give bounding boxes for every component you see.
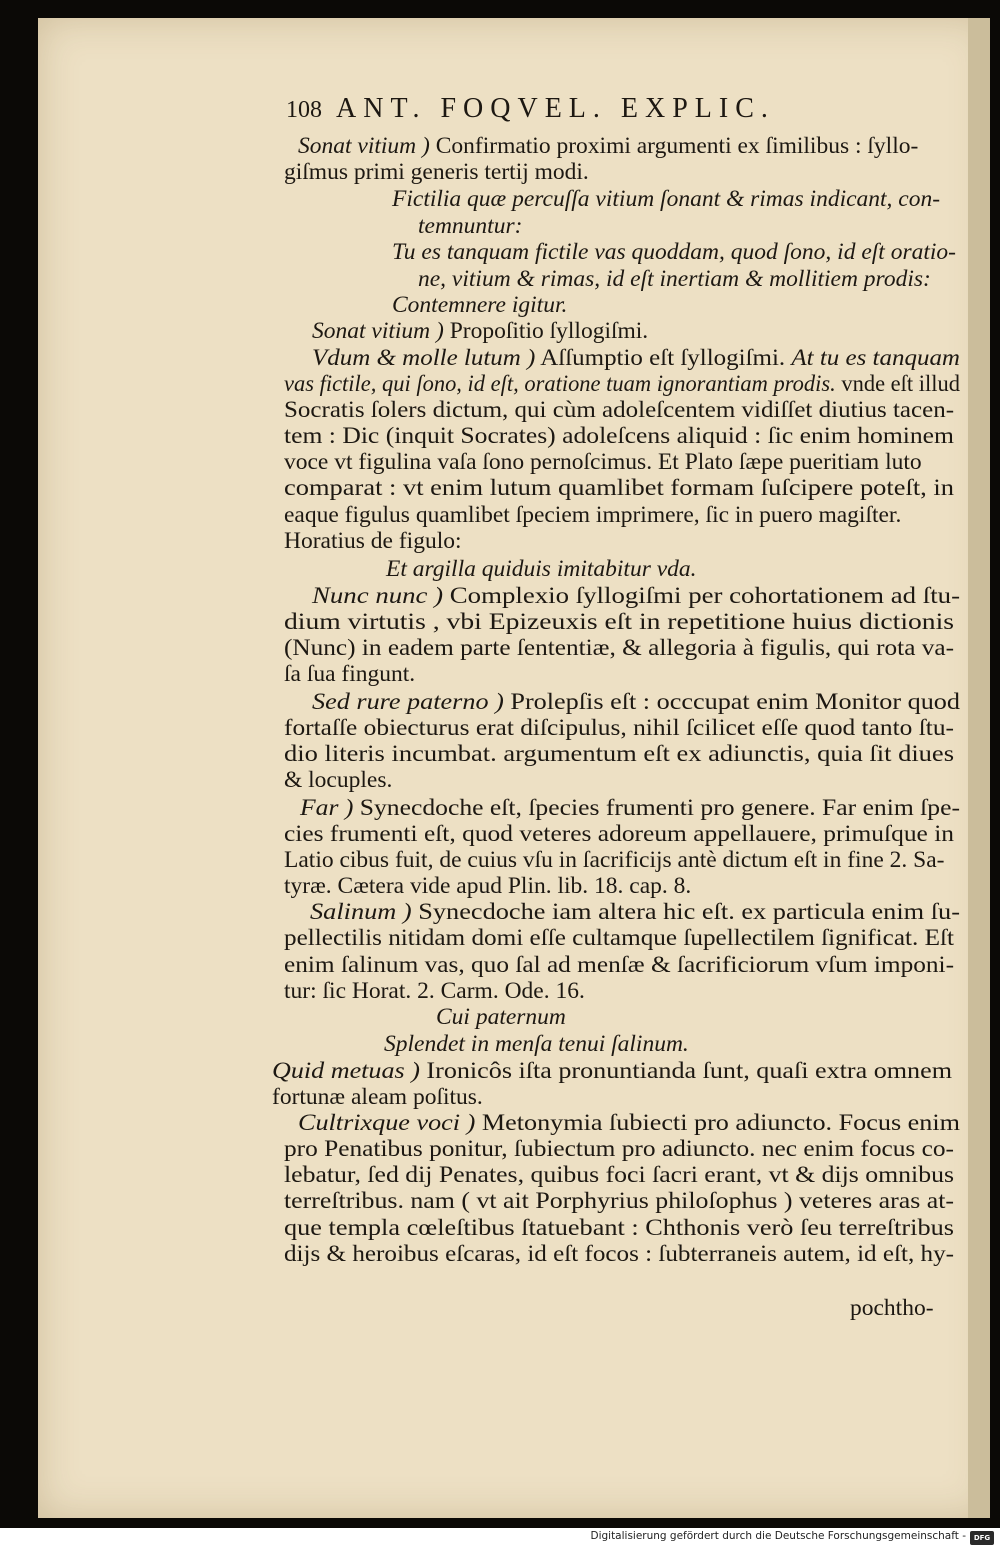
text-line — [310, 899, 960, 925]
dfg-logo-icon: DFG — [970, 1531, 994, 1545]
line-text: eaque figulus quamlibet ſpeciem imprimere, ſic in puero magiſter. — [284, 502, 902, 528]
line-text: Socratis ſolers dictum, qui cùm adoleſcentem vidiſſet diutius tacen- — [284, 397, 955, 423]
lemma: Far ) — [300, 795, 354, 821]
line-text: tyræ. Cætera vide apud Plin. lib. 18. cap. 8. — [284, 873, 692, 899]
text-line — [284, 1241, 954, 1267]
text-line — [284, 159, 589, 185]
text-line — [272, 1084, 483, 1110]
running-title: ANT. FOQVEL. EXPLIC. — [336, 93, 775, 124]
line-text: pro Penatibus ponitur, ſubiectum pro adiuncto. nec enim focus co- — [284, 1136, 955, 1162]
lemma: Et argilla quiduis imitabitur vda. — [386, 556, 697, 582]
line-text: giſmus primi generis tertij modi. — [284, 159, 589, 185]
line-text: Metonymia ſubiecti pro adiuncto. Focus enim — [475, 1110, 960, 1136]
text-line — [284, 741, 954, 767]
text-line — [284, 661, 415, 687]
text-line — [284, 449, 922, 475]
line-text: ſa ſua fingunt. — [284, 661, 416, 687]
line-text: & locuples. — [284, 767, 393, 793]
lemma: Fictilia quæ percuſſa vitium ſonant & rimas indicant, con- — [392, 186, 941, 212]
text-line — [284, 1215, 954, 1241]
line-text: dium virtutis , vbi Epizeuxis eſt in repetitione huius dictionis — [284, 609, 955, 635]
text-line — [418, 213, 522, 239]
text-line — [312, 689, 960, 715]
lemma: temnuntur: — [418, 213, 523, 239]
footer-bar — [0, 1528, 1000, 1549]
text-line — [284, 528, 462, 554]
lemma: Cultrixque voci ) — [298, 1110, 476, 1136]
line-text: enim ſalinum vas, quo ſal ad menſæ & ſacrificiorum vſum imponi- — [284, 952, 955, 978]
line-text: fortunæ aleam poſitus. — [272, 1084, 483, 1110]
running-header — [286, 93, 775, 124]
text-line — [384, 1031, 689, 1057]
text-line — [312, 583, 960, 609]
line-text: Confirmatio proximi argumenti ex ſimilibus : ſyllo- — [429, 133, 919, 159]
text-line — [284, 1136, 954, 1162]
line-text: tem : Dic (inquit Socrates) adoleſcens aliquid : ſic enim hominem — [284, 423, 954, 449]
text-line — [312, 345, 960, 371]
lemma: At tu es tanquam — [791, 345, 960, 371]
page-edge — [968, 18, 990, 1518]
text-line — [272, 1058, 952, 1084]
text-line — [284, 715, 954, 741]
line-text: pellectilis nitidam domi eſſe cultamque ſupellectilem ſignificat. Eſt — [284, 925, 955, 951]
lemma: Nunc nunc ) — [312, 583, 444, 609]
text-line — [284, 767, 392, 793]
footer-credit: Digitalisierung gefördert durch die Deutsche Forschungsgemeinschaft - — [590, 1530, 966, 1542]
lemma: Quid metuas ) — [272, 1058, 420, 1084]
text-line — [284, 952, 954, 978]
line-text: comparat : vt enim lutum quamlibet formam ſuſcipere poteſt, in — [284, 475, 955, 501]
line-text: Synecdoche eſt, ſpecies frumenti pro genere. Far enim ſpe- — [353, 795, 961, 821]
line-text: voce vt figulina vaſa ſono pernoſcimus. Et Plato ſæpe pueritiam luto — [284, 449, 922, 475]
text-line — [284, 397, 954, 423]
text-line — [312, 318, 648, 344]
text-line — [392, 292, 567, 318]
text-line — [284, 502, 901, 528]
line-text: Aſſumptio eſt ſyllogiſmi. — [535, 345, 792, 371]
text-line — [418, 266, 931, 292]
lemma: Tu es tanquam fictile vas quoddam, quod ſono, id eſt oratio- — [392, 239, 956, 265]
lemma: Salinum ) — [310, 899, 412, 925]
line-text: fortaſſe obiecturus erat diſcipulus, nihil ſcilicet eſſe quod tanto ſtu- — [284, 715, 955, 741]
line-text: cies frumenti eſt, quod veteres adoreum appellauere, primuſque in — [284, 821, 955, 847]
line-text: lebatur, ſed dij Penates, quibus foci ſacri erant, vt & dijs omnibus — [284, 1162, 954, 1188]
line-text: Propoſitio ſyllogiſmi. — [443, 318, 649, 344]
text-line — [284, 371, 960, 397]
line-text: que templa cœleſtibus ſtatuebant : Chthonis verò ſeu terreſtribus — [284, 1215, 954, 1241]
line-text: terreſtribus. nam ( vt ait Porphyrius philoſophus ) veteres aras at- — [284, 1188, 955, 1214]
text-line — [284, 847, 944, 873]
text-line — [284, 978, 585, 1004]
text-line — [284, 609, 954, 635]
line-text: Complexio ſyllogiſmi per cohortationem ad ſtu- — [443, 583, 961, 609]
text-line — [392, 186, 940, 212]
line-text: dio literis incumbat. argumentum eſt ex adiunctis, quia ſit diues — [284, 741, 955, 767]
catchword: pochtho- — [850, 1295, 934, 1321]
text-line — [298, 1110, 960, 1136]
lemma: Contemnere igitur. — [392, 292, 568, 318]
text-line — [284, 635, 954, 661]
line-text: tur: ſic Horat. 2. Carm. Ode. 16. — [284, 978, 585, 1004]
line-text: Horatius de figulo: — [284, 528, 462, 554]
lemma: Vdum & molle lutum ) — [312, 345, 536, 371]
page-number: 108 — [286, 97, 322, 123]
text-line — [284, 1162, 954, 1188]
text-line — [284, 1188, 954, 1214]
line-text: (Nunc) in eadem parte ſententiæ, & allegoria à figulis, qui rota va- — [284, 635, 954, 661]
lemma: Sed rure paterno ) — [312, 689, 504, 715]
lemma: vas fictile, qui ſono, id eſt, oratione tuam ignorantiam prodis. — [284, 371, 836, 397]
line-text: Ironicôs iſta pronuntianda ſunt, quaſi extra omnem — [419, 1058, 953, 1084]
line-text: dijs & heroibus eſcaras, id eſt focos : ſubterraneis autem, id eſt, hy- — [284, 1241, 954, 1267]
text-line — [436, 1004, 566, 1030]
text-line — [284, 821, 954, 847]
line-text: vnde eſt illud — [835, 371, 960, 397]
lemma: Sonat vitium ) — [298, 133, 430, 159]
line-text: Prolepſis eſt : occcupat enim Monitor quod — [503, 689, 961, 715]
line-text: Synecdoche iam altera hic eſt. ex particula enim ſu- — [411, 899, 960, 925]
line-text: Latio cibus fuit, de cuius vſu in ſacrificijs antè dictum eſt in fine 2. Sa- — [284, 847, 945, 873]
text-line — [298, 133, 918, 159]
lemma: Splendet in menſa tenui ſalinum. — [384, 1031, 689, 1057]
text-line — [392, 239, 956, 265]
text-line — [300, 795, 960, 821]
text-line — [386, 556, 697, 582]
lemma: Sonat vitium ) — [312, 318, 444, 344]
text-line — [284, 475, 954, 501]
lemma: ne, vitium & rimas, id eſt inertiam & mollitiem prodis: — [418, 266, 931, 292]
text-line — [284, 423, 954, 449]
text-line — [284, 873, 691, 899]
text-line — [284, 925, 954, 951]
lemma: Cui paternum — [436, 1004, 566, 1030]
